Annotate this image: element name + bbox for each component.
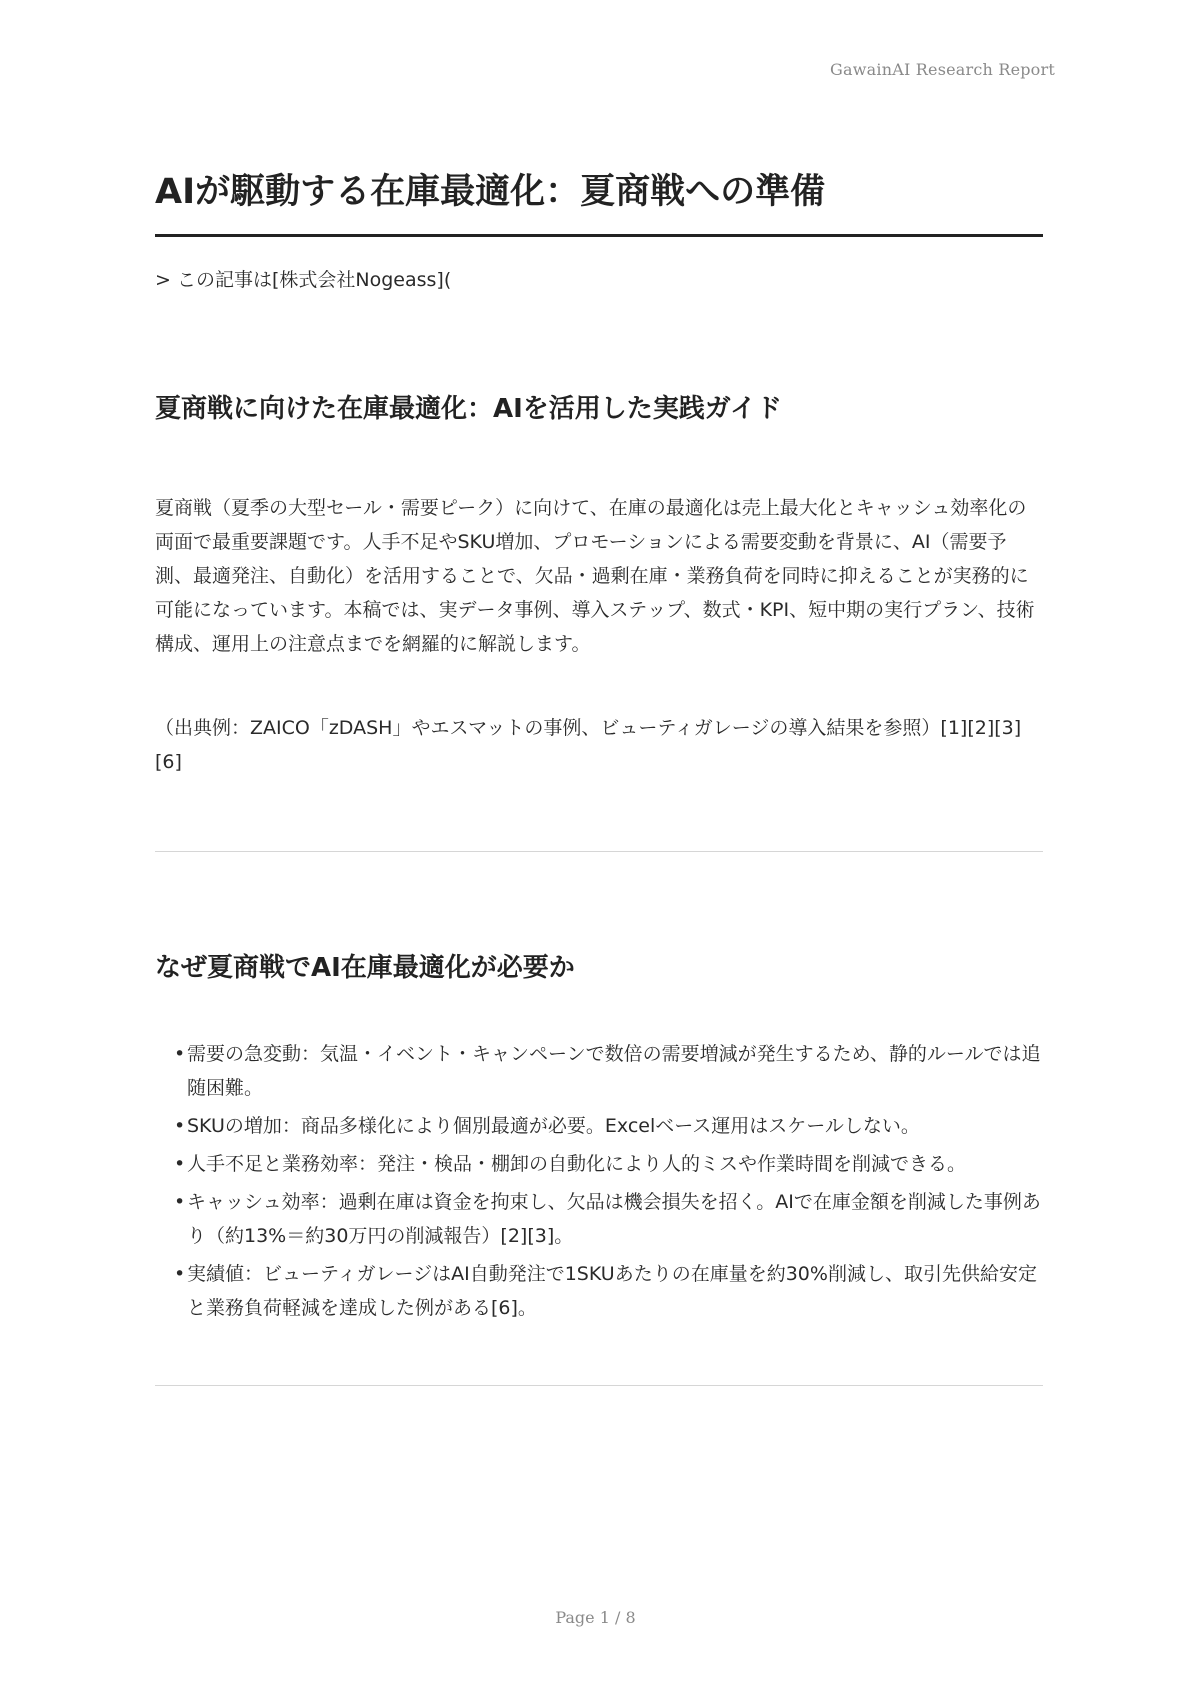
bullet-icon: • <box>174 1115 186 1138</box>
bullet-icon: • <box>174 1043 186 1066</box>
reasons-list <box>155 1037 1043 1325</box>
section-heading-why-ai: なぜ夏商戦でAI在庫最適化が必要か <box>155 952 575 983</box>
running-header: GawainAI Research Report <box>830 60 1055 79</box>
list-item <box>155 1109 1043 1143</box>
intro-paragraph: 夏商戦（夏季の大型セール・需要ピーク）に向けて、在庫の最適化は売上最大化とキャッシュ効率化の両面で最重要課題です。人手不足やSKU増加、プロモーションによる需要変動を背景に、AI（需要予測、最適発注、自動化）を活用することで、欠品・過剰在庫・業務負荷を同時に抑えることが実務的に可能になっています。本稿では、実データ事例、導入ステップ、数式・KPI、短中期の実行プラン、技術構成、運用上の注意点までを網羅的に解説します。 <box>155 496 1035 655</box>
section-divider <box>155 1385 1043 1386</box>
list-item-text: 需要の急変動：気温・イベント・キャンペーンで数倍の需要増減が発生するため、静的ルールでは追随困難。 <box>187 1043 1041 1100</box>
list-item <box>155 1257 1043 1325</box>
list-item-text: 人手不足と業務効率：発注・検品・棚卸の自動化により人的ミスや作業時間を削減できる。 <box>187 1153 967 1176</box>
quote-line: > この記事は[株式会社Nogeass]( <box>155 268 452 291</box>
list-item-text: SKUの増加：商品多様化により個別最適が必要。Excelベース運用はスケールしない。 <box>187 1115 920 1138</box>
source-note: （出典例：ZAICO「zDASH」やエスマットの事例、ビューティガレージの導入結果を参照）[1][2][3][6] <box>155 716 1022 773</box>
bullet-icon: • <box>174 1191 186 1214</box>
document-body <box>155 170 1043 1386</box>
bullet-icon: • <box>174 1153 186 1176</box>
section-heading-practical-guide: 夏商戦に向けた在庫最適化：AIを活用した実践ガイド <box>155 393 783 424</box>
bullet-icon: • <box>174 1263 186 1286</box>
list-item <box>155 1037 1043 1105</box>
document-title: AIが駆動する在庫最適化：夏商戦への準備 <box>155 170 1043 237</box>
list-item <box>155 1147 1043 1181</box>
section-divider <box>155 851 1043 852</box>
list-item <box>155 1185 1043 1253</box>
page-number: Page 1 / 8 <box>555 1608 636 1627</box>
list-item-text: キャッシュ効率：過剰在庫は資金を拘束し、欠品は機会損失を招く。AIで在庫金額を削減した事例あり（約13%＝約30万円の削減報告）[2][3]。 <box>187 1191 1041 1248</box>
list-item-text: 実績値：ビューティガレージはAI自動発注で1SKUあたりの在庫量を約30%削減し、取引先供給安定と業務負荷軽減を達成した例がある[6]。 <box>187 1263 1037 1320</box>
